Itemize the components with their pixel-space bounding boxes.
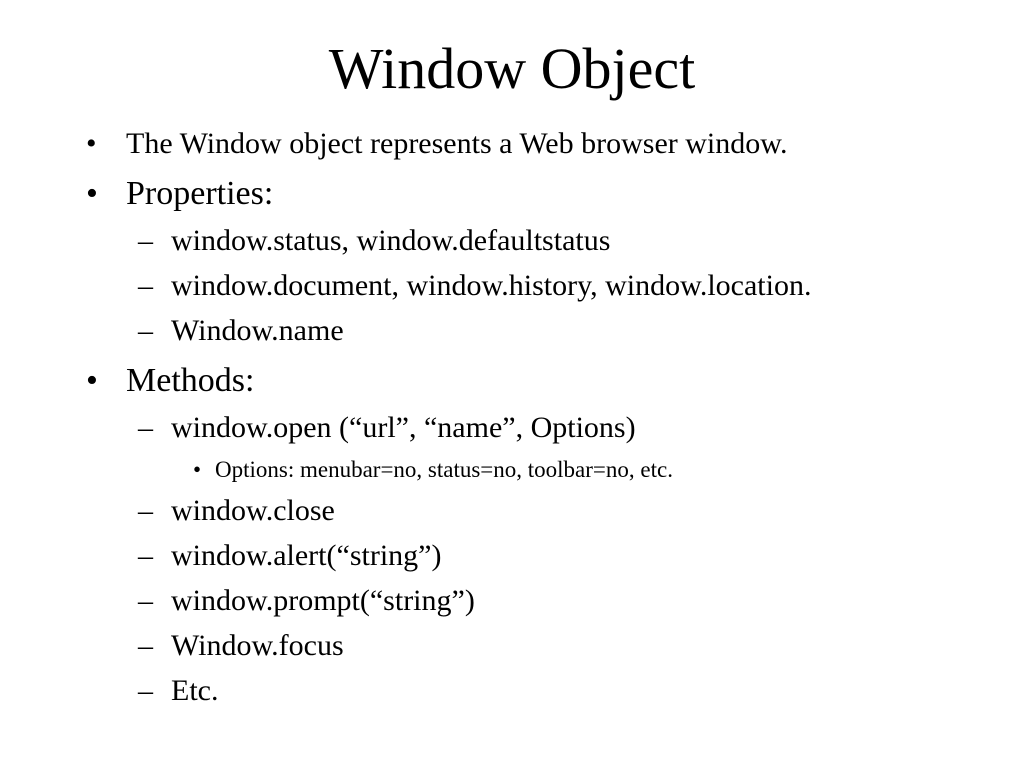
dash-marker: – bbox=[138, 224, 153, 257]
sub-bullet-text: Window.focus bbox=[171, 629, 344, 662]
bullet-marker: • bbox=[86, 175, 98, 212]
sub-bullet-text: Window.name bbox=[171, 314, 344, 347]
sub-bullet-text: window.alert(“string”) bbox=[171, 539, 442, 572]
sub-bullet-text: Etc. bbox=[171, 674, 219, 707]
sub-sub-bullet-text: Options: menubar=no, status=no, toolbar=no, etc. bbox=[215, 457, 673, 482]
dash-marker: – bbox=[138, 539, 153, 572]
bullet-text-intro: The Window object represents a Web browser window. bbox=[126, 127, 788, 160]
dash-marker: – bbox=[138, 314, 153, 347]
dash-marker: – bbox=[138, 411, 153, 444]
sub-bullet-text: window.prompt(“string”) bbox=[171, 584, 475, 617]
dash-marker: – bbox=[138, 494, 153, 527]
dash-marker: – bbox=[138, 674, 153, 707]
sub-bullet-text: window.close bbox=[171, 494, 335, 527]
dash-marker: – bbox=[138, 629, 153, 662]
sub-bullet-text: window.document, window.history, window.location. bbox=[171, 269, 812, 302]
bullet-marker: • bbox=[86, 127, 97, 160]
slide-title: Window Object bbox=[328, 36, 696, 101]
dash-marker: – bbox=[138, 269, 153, 302]
bullet-marker: • bbox=[193, 457, 202, 482]
bullet-text-properties: Properties: bbox=[126, 175, 274, 212]
bullet-marker: • bbox=[86, 362, 98, 399]
bullet-text-methods: Methods: bbox=[126, 362, 255, 399]
sub-bullet-text: window.open (“url”, “name”, Options) bbox=[171, 411, 636, 444]
dash-marker: – bbox=[138, 584, 153, 617]
sub-bullet-text: window.status, window.defaultstatus bbox=[171, 224, 611, 257]
